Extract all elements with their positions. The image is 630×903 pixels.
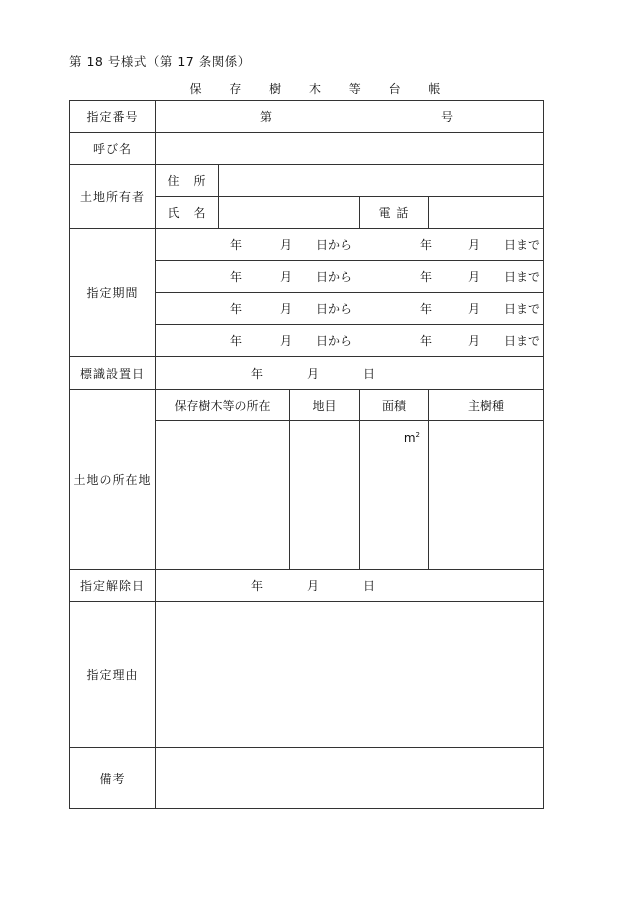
sign-date-row — [70, 357, 544, 390]
species-column-header: 主樹種 — [429, 390, 544, 421]
period-year-from: 年 — [229, 270, 242, 284]
reason-row — [70, 602, 544, 748]
category-column-header: 地目 — [290, 390, 360, 421]
period-day-to: 日まで — [503, 334, 540, 348]
area-unit: $m^2$ — [403, 431, 420, 445]
reason-label: 指定理由 — [70, 602, 156, 748]
sign-date-field[interactable] — [156, 357, 544, 390]
designation-number-row — [70, 101, 544, 133]
register-table — [69, 100, 544, 809]
species-field[interactable] — [429, 421, 544, 570]
release-date-month: 月 — [307, 579, 320, 593]
period-day-from: 日から — [315, 302, 352, 316]
land-location-label: 土地の所在地 — [70, 390, 156, 570]
number-prefix: 第 — [260, 110, 273, 124]
category-field[interactable] — [290, 421, 360, 570]
period-month-to: 月 — [467, 334, 480, 348]
period-year-to: 年 — [419, 302, 432, 316]
period-month-to: 月 — [467, 238, 480, 252]
call-name-field[interactable] — [156, 133, 544, 165]
period-month-from: 月 — [279, 334, 292, 348]
sign-date-label: 標識設置日 — [70, 357, 156, 390]
phone-field[interactable] — [429, 197, 544, 229]
location-column-header: 保存樹木等の所在 — [156, 390, 290, 421]
call-name-row — [70, 133, 544, 165]
remarks-label: 備考 — [70, 748, 156, 809]
name-field[interactable] — [219, 197, 360, 229]
period-year-from: 年 — [229, 302, 242, 316]
period-entry-2[interactable] — [156, 261, 544, 293]
release-date-label: 指定解除日 — [70, 570, 156, 602]
period-month-from: 月 — [279, 270, 292, 284]
designation-number-field[interactable] — [156, 101, 544, 133]
area-column-header: 面積 — [360, 390, 429, 421]
area-field[interactable] — [360, 421, 429, 570]
period-month-from: 月 — [279, 238, 292, 252]
address-field[interactable] — [219, 165, 544, 197]
period-entry-1[interactable] — [156, 229, 544, 261]
period-day-to: 日まで — [503, 270, 540, 284]
owner-label: 土地所有者 — [70, 165, 156, 229]
sign-date-month: 月 — [307, 366, 320, 381]
release-date-row — [70, 570, 544, 602]
period-day-from: 日から — [315, 238, 352, 252]
phone-label: 電 話 — [360, 197, 429, 229]
land-location-header-row — [70, 390, 544, 421]
location-field[interactable] — [156, 421, 290, 570]
period-year-to: 年 — [419, 270, 432, 284]
period-day-from: 日から — [315, 270, 352, 284]
call-name-label: 呼び名 — [70, 133, 156, 165]
period-year-from: 年 — [229, 334, 242, 348]
release-date-year: 年 — [251, 579, 264, 593]
period-day-from: 日から — [315, 334, 352, 348]
release-date-day: 日 — [363, 579, 376, 593]
number-suffix: 号 — [441, 110, 454, 124]
period-label: 指定期間 — [70, 229, 156, 357]
period-month-from: 月 — [279, 302, 292, 316]
period-day-to: 日まで — [503, 238, 540, 252]
sign-date-year: 年 — [251, 366, 264, 381]
period-year-from: 年 — [229, 238, 242, 252]
period-month-to: 月 — [467, 302, 480, 316]
period-year-to: 年 — [419, 238, 432, 252]
sign-date-day: 日 — [363, 366, 376, 381]
document-title: 保 存 樹 木 等 台 帳 — [189, 82, 453, 96]
reason-field[interactable] — [156, 602, 544, 748]
remarks-row — [70, 748, 544, 809]
form-number-label: 第 18 号様式（第 17 条関係） — [69, 54, 251, 69]
designation-number-label: 指定番号 — [70, 101, 156, 133]
period-entry-4[interactable] — [156, 325, 544, 357]
release-date-field[interactable] — [156, 570, 544, 602]
owner-address-row — [70, 165, 544, 197]
period-row-1 — [70, 229, 544, 261]
remarks-field[interactable] — [156, 748, 544, 809]
period-day-to: 日まで — [503, 302, 540, 316]
period-month-to: 月 — [467, 270, 480, 284]
name-label: 氏 名 — [156, 197, 219, 229]
period-entry-3[interactable] — [156, 293, 544, 325]
period-year-to: 年 — [419, 334, 432, 348]
address-label: 住 所 — [156, 165, 219, 197]
